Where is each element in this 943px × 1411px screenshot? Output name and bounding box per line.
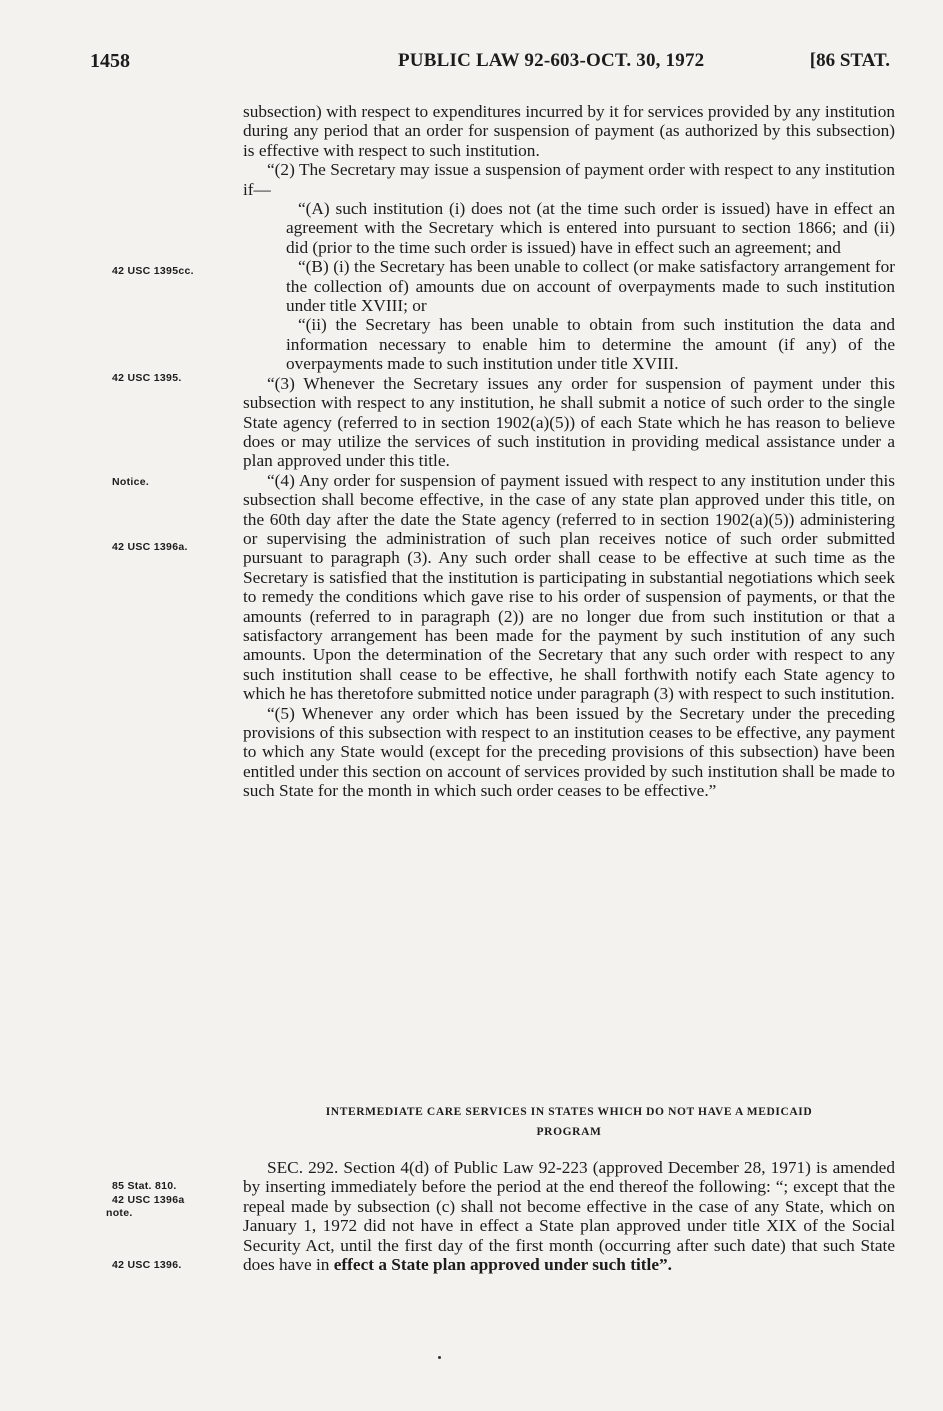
- margin-note-notice: Notice.: [112, 476, 150, 488]
- paragraph-2-a: “(A) such institution (i) does not (at the time such order is issued) have in effect an agreement with the Secretary which is entered into pursuant to section 1866; and (ii) did (prior to the time such order is issued) have in effect such an agreement; and: [286, 199, 895, 257]
- paragraph-2-b-ii: “(ii) the Secretary has been unable to obtain from such institution the data and information necessary to enable him to determine the amount (if any) of the overpayments made to such institution under title XVIII.: [286, 315, 895, 374]
- section-heading-line-2: PROGRAM: [536, 1126, 602, 1138]
- section-heading-line-1: INTERMEDIATE CARE SERVICES IN STATES WHICH DO NOT HAVE A MEDICAID: [325, 1106, 813, 1118]
- paragraph-2: “(2) The Secretary may issue a suspension of payment order with respect to any institution if—: [243, 160, 895, 199]
- margin-note-note: note.: [106, 1207, 133, 1219]
- page-header: [90, 50, 890, 84]
- page-number: 1458: [90, 50, 130, 72]
- section-292-end: effect a State plan approved under such title”.: [333, 1255, 672, 1275]
- margin-note-usc-1396a-note: 42 USC 1396a: [112, 1194, 185, 1206]
- margin-note-85-stat-810: 85 Stat. 810.: [112, 1180, 177, 1192]
- margin-note-usc-1396: 42 USC 1396.: [112, 1259, 182, 1271]
- body-text: [243, 102, 895, 801]
- margin-note-usc-1396a: 42 USC 1396a.: [112, 541, 188, 553]
- paragraph-3: “(3) Whenever the Secretary issues any order for suspension of payment under this subsection with respect to any institution, he shall submit a notice of such order to the single State agency (referred to in section 1902(a)(5)) of each State which he has reason to believe does or may utilize the services of such institution in providing medical assistance under a plan approved under this title.: [243, 373, 895, 471]
- margin-note-usc-1395cc: 42 USC 1395cc.: [112, 265, 194, 277]
- margin-note-usc-1395: 42 USC 1395.: [112, 372, 182, 384]
- running-title: PUBLIC LAW 92-603-OCT. 30, 1972: [398, 50, 705, 71]
- section-292-text: [243, 1158, 895, 1274]
- section-heading: [243, 1102, 895, 1142]
- paragraph-continuation: subsection) with respect to expenditures incurred by it for services provided by any institution during any period that an order for suspension of payment (as authorized by this subsection) is effective with respect to such institution.: [243, 102, 895, 160]
- section-292-body: SEC. 292. Section 4(d) of Public Law 92-223 (approved December 28, 1971) is amended by inserting immediately before the period at the end thereof the following: “; except that the repeal made by subsection (c) shall not become effective in the case of any State, which on January 1, 1972 did not have in effect a State plan approved under title XIX of the Social Security Act, until the first day of the first month (occurring after such date) that such State does have in: [243, 1158, 895, 1275]
- paragraph-2-b-i: “(B) (i) the Secretary has been unable to collect (or make satisfactory arrangement for the collection of) amounts due on account of overpayments made to such institution under title XVIII; or: [286, 257, 895, 316]
- paragraph-4: “(4) Any order for suspension of payment issued with respect to any institution under this subsection shall become effective, in the case of any state plan approved under this title, on the 60th day after the date the State agency (referred to in section 1902(a)(5)) administering or supervising the administration of such plan receives notice of such order submitted pursuant to paragraph (3). Any such order shall cease to be effective at such time as the Secretary is satisfied that the institution is participating in substantial negotiations which seek to remedy the conditions which gave rise to his order of suspension of payments, or that the amounts (referred to in paragraph (2)) are no longer due from such institution or that a satisfactory arrangement has been made for the payment by such institution of any such amounts. Upon the determination of the Secretary that any such order with respect to any such institution shall cease to be effective, he shall forthwith notify each State agency to which he has theretofore submitted notice under paragraph (3) with respect to such institution.: [243, 470, 895, 704]
- statute-reference: [86 STAT.: [809, 50, 890, 71]
- section-292: [243, 1158, 895, 1274]
- paragraph-5: “(5) Whenever any order which has been issued by the Secretary under the preceding provisions of this subsection with respect to an institution ceases to be effective, any payment to which any State would (except for the preceding provisions of this subsection) have been entitled under this section on account of services provided by such institution shall be made to such State for the month in which such order ceases to be effective.”: [243, 703, 895, 801]
- page-mark: [438, 1356, 441, 1359]
